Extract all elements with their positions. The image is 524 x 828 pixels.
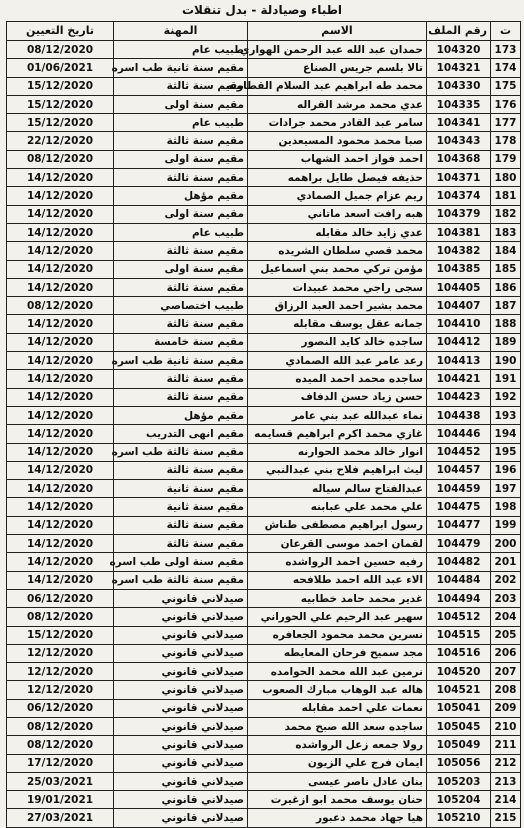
row-number-cell: 186 — [491, 278, 521, 296]
table-row — [7, 77, 521, 95]
row-number-cell: 187 — [491, 297, 521, 315]
profession-cell: صيدلاني قانوني — [114, 644, 248, 662]
profession-cell: مقيم سنة ثانية طب اسره — [114, 59, 248, 77]
appointment-date-cell: 22/12/2020 — [7, 132, 114, 150]
name-cell: ساجده خالد كايد النصور — [248, 333, 427, 351]
profession-cell: صيدلاني قانوني — [114, 809, 248, 827]
profession-cell: صيدلاني قانوني — [114, 589, 248, 607]
table-row — [7, 480, 521, 498]
row-number-cell: 204 — [491, 608, 521, 626]
file-number-cell: 104374 — [427, 187, 491, 205]
row-number-cell: 194 — [491, 425, 521, 443]
table-row — [7, 132, 521, 150]
file-number-cell: 105049 — [427, 736, 491, 754]
appointment-date-cell: 12/12/2020 — [7, 681, 114, 699]
appointment-date-cell: 17/12/2020 — [7, 754, 114, 772]
table-row — [7, 589, 521, 607]
name-cell: حنان يوسف محمد ابو ازغيرت — [248, 791, 427, 809]
table-body — [7, 41, 521, 828]
profession-cell: صيدلاني قانوني — [114, 699, 248, 717]
name-cell: هبه رافت اسعد ماتاني — [248, 205, 427, 223]
name-cell: نسرين محمد محمود الجعافره — [248, 626, 427, 644]
name-cell: علي محمد علي عبابنه — [248, 498, 427, 516]
profession-cell: مقيم مؤهل — [114, 187, 248, 205]
appointment-date-cell: 14/12/2020 — [7, 425, 114, 443]
name-cell: هيا جهاد محمد دعبور — [248, 809, 427, 827]
profession-cell: مقيم سنة ثالثة — [114, 388, 248, 406]
file-number-cell: 104321 — [427, 59, 491, 77]
name-cell: تالا بلسم جريس الصناع — [248, 59, 427, 77]
file-number-cell: 104410 — [427, 315, 491, 333]
table-row — [7, 242, 521, 260]
name-cell: رسول ابراهيم مصطفى طناش — [248, 516, 427, 534]
table-row — [7, 772, 521, 790]
row-number-cell: 184 — [491, 242, 521, 260]
row-number-cell: 180 — [491, 169, 521, 187]
file-number-cell: 104343 — [427, 132, 491, 150]
file-number-cell: 104494 — [427, 589, 491, 607]
profession-cell: مقيم سنة ثانية — [114, 480, 248, 498]
file-number-cell: 104412 — [427, 333, 491, 351]
table-row — [7, 754, 521, 772]
table-row — [7, 315, 521, 333]
appointment-date-cell: 19/01/2021 — [7, 791, 114, 809]
appointment-date-cell: 14/12/2020 — [7, 333, 114, 351]
name-cell: غدير محمد حامد خطابيه — [248, 589, 427, 607]
row-number-cell: 182 — [491, 205, 521, 223]
profession-cell: صيدلاني قانوني — [114, 717, 248, 735]
table-row — [7, 461, 521, 479]
name-cell: رعد عامر عبد الله الصمادي — [248, 352, 427, 370]
table-row — [7, 223, 521, 241]
row-number-cell: 214 — [491, 791, 521, 809]
name-cell: عبدالفتاح سالم سياله — [248, 480, 427, 498]
table-row — [7, 535, 521, 553]
profession-cell: مقيم سنة اولى — [114, 95, 248, 113]
appointment-date-cell: 14/12/2020 — [7, 388, 114, 406]
name-cell: نعمات علي احمد مقابله — [248, 699, 427, 717]
header-profession: المهنة — [114, 22, 248, 41]
header-file-number: رقم الملف — [427, 22, 491, 41]
file-number-cell: 104452 — [427, 443, 491, 461]
file-number-cell: 104382 — [427, 242, 491, 260]
profession-cell: صيدلاني قانوني — [114, 754, 248, 772]
file-number-cell: 105045 — [427, 717, 491, 735]
profession-cell: مقيم سنة اولى — [114, 260, 248, 278]
appointment-date-cell: 08/12/2020 — [7, 297, 114, 315]
profession-cell: مقيم سنة ثانية — [114, 498, 248, 516]
table-row — [7, 150, 521, 168]
appointment-date-cell: 14/12/2020 — [7, 260, 114, 278]
name-cell: مؤمن تركي محمد بني اسماعيل — [248, 260, 427, 278]
header-name: الاسم — [248, 22, 427, 41]
name-cell: مجد سميح فرحان المعايطه — [248, 644, 427, 662]
name-cell: محمد طه ابراهيم عبد السلام القطاونه — [248, 77, 427, 95]
appointment-date-cell: 15/12/2020 — [7, 626, 114, 644]
appointment-date-cell: 14/12/2020 — [7, 205, 114, 223]
profession-cell: مقيم سنة ثانية طب اسره — [114, 352, 248, 370]
file-number-cell: 104421 — [427, 370, 491, 388]
row-number-cell: 197 — [491, 480, 521, 498]
table-row — [7, 114, 521, 132]
file-number-cell: 104368 — [427, 150, 491, 168]
appointment-date-cell: 14/12/2020 — [7, 169, 114, 187]
row-number-cell: 193 — [491, 406, 521, 424]
appointment-date-cell: 06/12/2020 — [7, 699, 114, 717]
appointment-date-cell: 14/12/2020 — [7, 278, 114, 296]
table-row — [7, 809, 521, 827]
appointment-date-cell: 14/12/2020 — [7, 535, 114, 553]
personnel-table — [6, 21, 521, 828]
file-number-cell: 104477 — [427, 516, 491, 534]
file-number-cell: 104385 — [427, 260, 491, 278]
row-number-cell: 205 — [491, 626, 521, 644]
profession-cell: طبيب عام — [114, 41, 248, 59]
name-cell: جمانه عقل يوسف مقابله — [248, 315, 427, 333]
appointment-date-cell: 14/12/2020 — [7, 352, 114, 370]
table-row — [7, 425, 521, 443]
profession-cell: مقيم مؤهل — [114, 406, 248, 424]
row-number-cell: 177 — [491, 114, 521, 132]
name-cell: حمدان عبد الله عبد الرحمن الهواري — [248, 41, 427, 59]
file-number-cell: 104512 — [427, 608, 491, 626]
row-number-cell: 183 — [491, 223, 521, 241]
table-row — [7, 187, 521, 205]
appointment-date-cell: 14/12/2020 — [7, 223, 114, 241]
row-number-cell: 176 — [491, 95, 521, 113]
row-number-cell: 174 — [491, 59, 521, 77]
table-row — [7, 406, 521, 424]
table-row — [7, 95, 521, 113]
name-cell: بنان عادل ناصر عيسى — [248, 772, 427, 790]
table-row — [7, 388, 521, 406]
row-number-cell: 203 — [491, 589, 521, 607]
file-number-cell: 104423 — [427, 388, 491, 406]
file-number-cell: 104413 — [427, 352, 491, 370]
file-number-cell: 104335 — [427, 95, 491, 113]
profession-cell: طبيب عام — [114, 223, 248, 241]
file-number-cell: 105203 — [427, 772, 491, 790]
row-number-cell: 200 — [491, 535, 521, 553]
file-number-cell: 104341 — [427, 114, 491, 132]
appointment-date-cell: 01/06/2021 — [7, 59, 114, 77]
row-number-cell: 173 — [491, 41, 521, 59]
profession-cell: طبيب عام — [114, 114, 248, 132]
profession-cell: مقيم انهى التدريب — [114, 425, 248, 443]
file-number-cell: 104320 — [427, 41, 491, 59]
appointment-date-cell: 08/12/2020 — [7, 736, 114, 754]
appointment-date-cell: 15/12/2020 — [7, 77, 114, 95]
table-row — [7, 169, 521, 187]
appointment-date-cell: 06/12/2020 — [7, 589, 114, 607]
header-appointment-date: تاريخ التعيين — [7, 22, 114, 41]
appointment-date-cell: 14/12/2020 — [7, 461, 114, 479]
name-cell: عدي محمد مرشد القراله — [248, 95, 427, 113]
table-row — [7, 663, 521, 681]
table-header-row — [7, 22, 521, 41]
name-cell: حذيفه فيصل طايل براهمه — [248, 169, 427, 187]
file-number-cell: 104482 — [427, 553, 491, 571]
row-number-cell: 190 — [491, 352, 521, 370]
name-cell: رفيه حسين احمد الرواشده — [248, 553, 427, 571]
name-cell: غازي محمد اكرم ابراهيم قسايمه — [248, 425, 427, 443]
table-row — [7, 443, 521, 461]
row-number-cell: 210 — [491, 717, 521, 735]
appointment-date-cell: 14/12/2020 — [7, 315, 114, 333]
appointment-date-cell: 14/12/2020 — [7, 571, 114, 589]
profession-cell: صيدلاني قانوني — [114, 681, 248, 699]
name-cell: احمد فواز احمد الشهاب — [248, 150, 427, 168]
name-cell: محمد بشير احمد العبد الرزاق — [248, 297, 427, 315]
profession-cell: مقيم سنة ثالثة — [114, 242, 248, 260]
row-number-cell: 206 — [491, 644, 521, 662]
profession-cell: مقيم سنة ثالثة — [114, 315, 248, 333]
row-number-cell: 207 — [491, 663, 521, 681]
name-cell: سجى راجي محمد عبيدات — [248, 278, 427, 296]
name-cell: عدي زايد خالد مقابله — [248, 223, 427, 241]
table-row — [7, 516, 521, 534]
table-row — [7, 278, 521, 296]
table-row — [7, 736, 521, 754]
file-number-cell: 104371 — [427, 169, 491, 187]
profession-cell: مقيم سنة اولى — [114, 205, 248, 223]
appointment-date-cell: 15/12/2020 — [7, 114, 114, 132]
appointment-date-cell: 14/12/2020 — [7, 406, 114, 424]
table-row — [7, 681, 521, 699]
appointment-date-cell: 25/03/2021 — [7, 772, 114, 790]
appointment-date-cell: 12/12/2020 — [7, 644, 114, 662]
row-number-cell: 208 — [491, 681, 521, 699]
appointment-date-cell: 15/12/2020 — [7, 95, 114, 113]
name-cell: لقمان احمد موسى القرعان — [248, 535, 427, 553]
row-number-cell: 196 — [491, 461, 521, 479]
profession-cell: مقيم سنة ثالثة — [114, 461, 248, 479]
row-number-cell: 188 — [491, 315, 521, 333]
row-number-cell: 181 — [491, 187, 521, 205]
name-cell: سهير عبد الرحيم علي الحوراني — [248, 608, 427, 626]
appointment-date-cell: 08/12/2020 — [7, 41, 114, 59]
table-row — [7, 205, 521, 223]
table-row — [7, 644, 521, 662]
file-number-cell: 104484 — [427, 571, 491, 589]
table-row — [7, 608, 521, 626]
file-number-cell: 104459 — [427, 480, 491, 498]
appointment-date-cell: 08/12/2020 — [7, 717, 114, 735]
row-number-cell: 215 — [491, 809, 521, 827]
appointment-date-cell: 12/12/2020 — [7, 663, 114, 681]
profession-cell: مقيم سنة ثالثة — [114, 516, 248, 534]
row-number-cell: 191 — [491, 370, 521, 388]
table-row — [7, 717, 521, 735]
table-row — [7, 370, 521, 388]
file-number-cell: 105210 — [427, 809, 491, 827]
appointment-date-cell: 14/12/2020 — [7, 443, 114, 461]
appointment-date-cell: 14/12/2020 — [7, 187, 114, 205]
header-num: ت — [491, 22, 521, 41]
profession-cell: مقيم سنة ثالثة طب اسره — [114, 571, 248, 589]
profession-cell: مقيم سنة ثالثة — [114, 370, 248, 388]
profession-cell: مقيم سنة خامسة — [114, 333, 248, 351]
row-number-cell: 198 — [491, 498, 521, 516]
file-number-cell: 104379 — [427, 205, 491, 223]
table-row — [7, 626, 521, 644]
appointment-date-cell: 14/12/2020 — [7, 370, 114, 388]
table-row — [7, 41, 521, 59]
name-cell: رولا جمعه زعل الرواشده — [248, 736, 427, 754]
name-cell: ساجده سعد الله صبح محمد — [248, 717, 427, 735]
file-number-cell: 104405 — [427, 278, 491, 296]
file-number-cell: 104515 — [427, 626, 491, 644]
row-number-cell: 199 — [491, 516, 521, 534]
file-number-cell: 104516 — [427, 644, 491, 662]
appointment-date-cell: 08/12/2020 — [7, 608, 114, 626]
table-row — [7, 791, 521, 809]
row-number-cell: 211 — [491, 736, 521, 754]
profession-cell: طبيب اختصاصي — [114, 297, 248, 315]
name-cell: ساجده محمد احمد الميده — [248, 370, 427, 388]
file-number-cell: 104446 — [427, 425, 491, 443]
name-cell: هاله عبد الوهاب مبارك الصعوب — [248, 681, 427, 699]
row-number-cell: 201 — [491, 553, 521, 571]
row-number-cell: 209 — [491, 699, 521, 717]
profession-cell: مقيم سنة ثالثة — [114, 77, 248, 95]
file-number-cell: 104520 — [427, 663, 491, 681]
row-number-cell: 195 — [491, 443, 521, 461]
profession-cell: صيدلاني قانوني — [114, 626, 248, 644]
document-title: اطباء وصيادلة - بدل تنقلات — [181, 3, 343, 17]
name-cell: حسن زياد حسن الدفاف — [248, 388, 427, 406]
table-row — [7, 352, 521, 370]
profession-cell: صيدلاني قانوني — [114, 608, 248, 626]
file-number-cell: 104438 — [427, 406, 491, 424]
table-row — [7, 297, 521, 315]
name-cell: صبا محمد محمود المسيعدين — [248, 132, 427, 150]
table-row — [7, 260, 521, 278]
row-number-cell: 179 — [491, 150, 521, 168]
file-number-cell: 104407 — [427, 297, 491, 315]
file-number-cell: 104479 — [427, 535, 491, 553]
profession-cell: مقيم سنة ثالثة طب اسره — [114, 443, 248, 461]
file-number-cell: 105056 — [427, 754, 491, 772]
row-number-cell: 175 — [491, 77, 521, 95]
name-cell: انوار خالد محمد الحوارنه — [248, 443, 427, 461]
row-number-cell: 202 — [491, 571, 521, 589]
file-number-cell: 104381 — [427, 223, 491, 241]
row-number-cell: 192 — [491, 388, 521, 406]
appointment-date-cell: 14/12/2020 — [7, 480, 114, 498]
table-row — [7, 333, 521, 351]
table-row — [7, 498, 521, 516]
name-cell: ليث ابراهيم فلاح بني عبدالنبي — [248, 461, 427, 479]
file-number-cell: 104521 — [427, 681, 491, 699]
name-cell: نماء عبدالله عبد بني عامر — [248, 406, 427, 424]
appointment-date-cell: 14/12/2020 — [7, 498, 114, 516]
appointment-date-cell: 14/12/2020 — [7, 242, 114, 260]
profession-cell: مقيم سنة ثالثة — [114, 535, 248, 553]
appointment-date-cell: 27/03/2021 — [7, 809, 114, 827]
profession-cell: مقيم سنة اولى طب اسره — [114, 553, 248, 571]
table-row — [7, 571, 521, 589]
row-number-cell: 212 — [491, 754, 521, 772]
file-number-cell: 105041 — [427, 699, 491, 717]
name-cell: الاء عبد الله احمد طلافحه — [248, 571, 427, 589]
table-row — [7, 553, 521, 571]
profession-cell: مقيم سنة ثالثة — [114, 132, 248, 150]
name-cell: ايمان فرج علي الزيون — [248, 754, 427, 772]
file-number-cell: 105204 — [427, 791, 491, 809]
name-cell: سامر عبد القادر محمد جرادات — [248, 114, 427, 132]
profession-cell: مقيم سنة ثالثة — [114, 169, 248, 187]
table-row — [7, 699, 521, 717]
profession-cell: مقيم سنة ثالثة — [114, 278, 248, 296]
file-number-cell: 104330 — [427, 77, 491, 95]
profession-cell: مقيم سنة اولى — [114, 150, 248, 168]
row-number-cell: 178 — [491, 132, 521, 150]
appointment-date-cell: 14/12/2020 — [7, 516, 114, 534]
file-number-cell: 104475 — [427, 498, 491, 516]
appointment-date-cell: 14/12/2020 — [7, 553, 114, 571]
name-cell: محمد قصي سلطان الشريده — [248, 242, 427, 260]
profession-cell: صيدلاني قانوني — [114, 791, 248, 809]
name-cell: نرمين عبد الله محمد الحوامده — [248, 663, 427, 681]
row-number-cell: 185 — [491, 260, 521, 278]
name-cell: ريم عزام جميل الصمادي — [248, 187, 427, 205]
file-number-cell: 104457 — [427, 461, 491, 479]
profession-cell: صيدلاني قانوني — [114, 772, 248, 790]
profession-cell: صيدلاني قانوني — [114, 736, 248, 754]
row-number-cell: 189 — [491, 333, 521, 351]
appointment-date-cell: 08/12/2020 — [7, 150, 114, 168]
profession-cell: صيدلاني قانوني — [114, 663, 248, 681]
row-number-cell: 213 — [491, 772, 521, 790]
table-row — [7, 59, 521, 77]
